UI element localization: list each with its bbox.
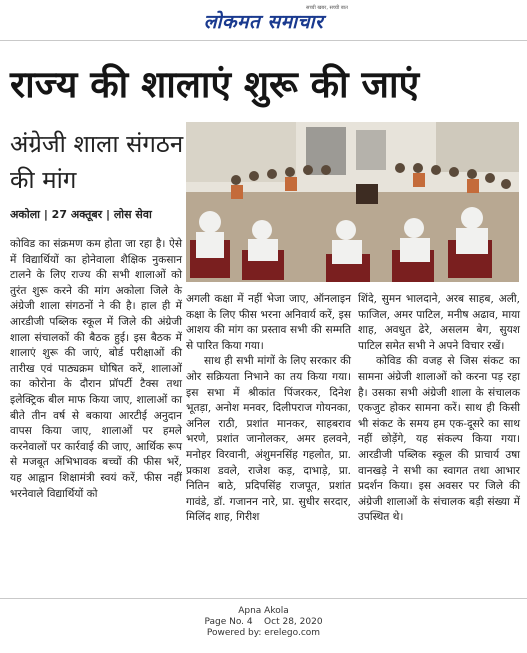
masthead: [0, 0, 527, 40]
paragraph: साथ ही सभी मांगों के लिए सरकार की ओर सक्रियता निभाने का तय किया गया।इस सभा में श्रीकांत पिंजरकर, दिनेश भूतड़ा, अनोश मनवर, दिलीपराज गोयनका, अनिल राठी, प्रशांत मानकर, साहबराव भरणे, प्रशांत जानोलकर, अमर हलवने, मनोहर विरवानी, अंशुमनसिंह गहलोत, प्रा. प्रकाश डवले, राजेश कड़, दाभाड़े, प्रा. नितिन बाठे, प्रदिपसिंह राजपूत, प्रशांत गावंडे, डॉ. गजानन नारे, प्रा. सुधीर सरदार, मिलिंद शाह, गिरीश: [186, 355, 351, 524]
meeting-photo-image: [186, 122, 519, 282]
meeting-photo: [186, 122, 519, 282]
newspaper-logo: लोकमत समाचार: [203, 11, 324, 33]
paragraph: शिंदे, सुमन भालदाने, अरब साहब, अली, फाजिल, अमर पाटिल, मनीष अढाव, माया शाह, अवधुत ढेरे, असलम बेग, सुयश पाटिल समेत सभी ने अपने विचार रखें।: [358, 293, 520, 352]
footer-powered-by: Powered by: erelego.com: [206, 628, 321, 638]
paragraph: कोविड का संक्रमण कम होता जा रहा है। ऐसे में विद्यार्थियों का होनेवाला शैक्षिक नुकसान टालने के लिए राज्य की सभी शालाओं को तुरंत शुरू करने की मांग अकोला जिले के अंग्रेजी शाला संगठनों ने की है। हाल ही में आरडीजी पब्लिक स्कूल में जिले की अंग्रेजी शाला संचालकों की बैठक हुई। इस बैठक में शालाएं शुरू की जाएं, बोर्ड परीक्षाओं की तारीख एवं पाठ्यक्रम घोषित करें, शालाओं का कोरोना के दौरान प्रॉपर्टी टैक्स तथा इलेक्ट्रिक बील माफ किया जाए, शालाओं का बीते तीन वर्ष से बकाया आरटीई अनुदान वापस किया जाए, शालाओं पर हमले करनेवालों पर कार्रवाई की जाए, आर्थिक रूप से मजबूत अभिभावक बच्चों की फीस भरें, यह आह्वान शिक्षामंत्री स्वयं करें, फीस नहीं भरनेवाले विद्यार्थियों को: [10, 238, 182, 500]
masthead-divider: [0, 40, 527, 41]
article-column-1: [10, 237, 182, 502]
paragraph: अगली कक्षा में नहीं भेजा जाए, ऑनलाइन कक्षा के लिए फीस भरना अनिवार्य करें, इस आशय की मांग का प्रस्ताव सभी की सम्मति से पारित किया गया।: [186, 293, 351, 352]
footer-page-date: Page No. 4 Oct 28, 2020: [204, 617, 323, 627]
article-dateline: अकोला | 27 अक्तूबर | लोस सेवा: [10, 208, 152, 221]
article-subhead: अंग्रेजी शाला संगठन की मांग: [10, 130, 184, 194]
article-headline: राज्य की शालाएं शुरू की जाएं: [10, 63, 420, 106]
article-column-2: [186, 292, 351, 526]
footer-publication: Apna Akola: [238, 606, 289, 616]
masthead-tagline: सच्ची खबर, सच्ची बात: [306, 5, 348, 11]
paragraph: कोविड की वजह से जिस संकट का सामना अंग्रेजी शालाओं को करना पड़ रहा है। उसका सभी अंग्रेजी शाला के संचालक एकजुट होकर सामना करें। साथ ही किसी भी संकट के समय हम एक-दूसरे का साथ नहीं छोड़ेंगे, यह संकल्प किया गया। आरडीजी पब्लिक स्कूल की प्राचार्य उषा वानखड़े ने सभी का स्वागत तथा आभार प्रदर्शन किया। इस अवसर पर जिले की अंग्रेजी शालाओं के संचालक बड़ी संख्या में उपस्थित थे।: [358, 355, 520, 524]
article-column-3: [358, 292, 520, 526]
page-footer: [0, 606, 527, 639]
footer-divider: [0, 598, 527, 599]
